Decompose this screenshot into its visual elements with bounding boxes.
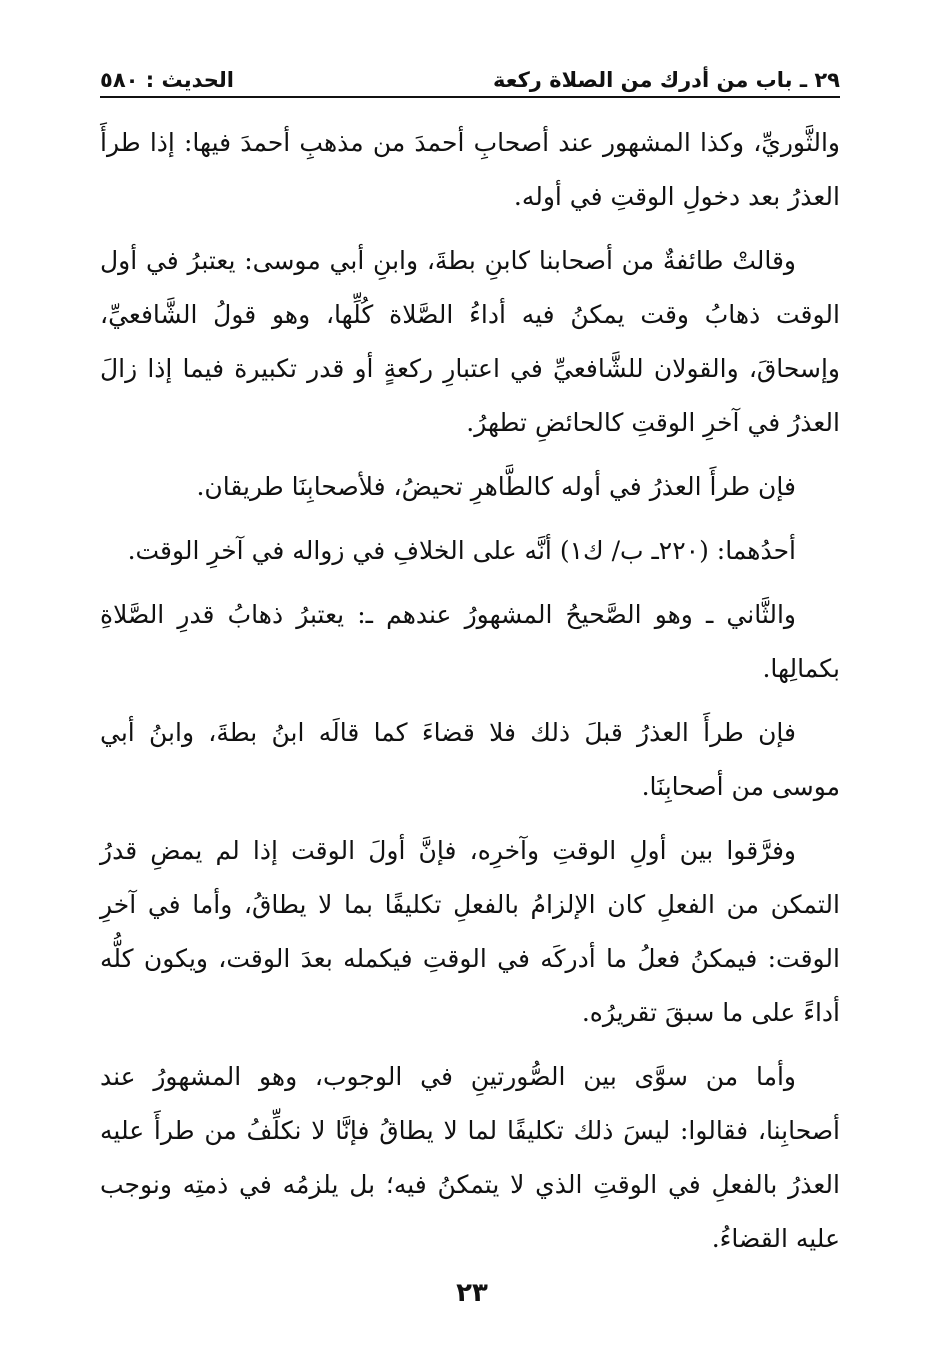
paragraph: والثَّوريِّ، وكذا المشهور عند أصحابِ أحمدَ من مذهبِ أحمدَ فيها: إذا طرأَ العذرُ بعد دخولِ الوقتِ في أوله. — [100, 128, 840, 211]
paragraph: أحدُهما: (٢٢٠ـ ب/ ك١) أنَّه على الخلافِ في زواله في آخرِ الوقت. — [127, 536, 796, 565]
paragraph: فإن طرأَ العذرُ في أوله كالطَّاهرِ تحيضُ، فلأصحابِنَا طريقان. — [196, 472, 796, 501]
paragraph: والثَّاني ـ وهو الصَّحيحُ المشهورُ عندهم ـ: يعتبرُ ذهابُ قدرِ الصَّلاةِ بكمالِها. — [100, 600, 840, 683]
paragraph: فإن طرأَ العذرُ قبلَ ذلك فلا قضاءَ كما قالَه ابنُ بطةَ، وابنُ أبي موسى من أصحابِنَا. — [100, 718, 840, 801]
page-number: ٢٣ — [456, 1278, 488, 1308]
paragraph: وأما من سوَّى بين الصُّورتينِ في الوجوب، وهو المشهورُ عند أصحابِنا، فقالوا: ليسَ ذلك تكليفًا لما لا يطاقُ فإنَّا لا نكلِّفُ من طرأَ عليه العذرُ بالفعلِ في الوقتِ الذي لا يتمكنُ فيه؛ بل يلزمُه في ذمتِه ونوجب عليه القضاءُ. — [100, 1062, 840, 1253]
chapter-title: ٢٩ ـ باب من أدرك من الصلاة ركعة — [493, 68, 840, 92]
running-header — [100, 52, 840, 98]
body-text — [100, 116, 840, 1276]
hadith-reference: الحديث : ٥٨٠ — [100, 68, 234, 92]
paragraph: وفرَّقوا بين أولِ الوقتِ وآخرِه، فإنَّ أولَ الوقت إذا لم يمضِ قدرُ التمكن من الفعلِ كان الإلزامُ بالفعلِ تكليفًا بما لا يطاقُ، وأما في آخرِ الوقت: فيمكنُ فعلُ ما أدركَه في الوقتِ فيكمله بعدَ الوقت، ويكون كلُّه أداءً على ما سبقَ تقريرُه. — [100, 836, 840, 1027]
paragraph: وقالتْ طائفةٌ من أصحابنا كابنِ بطةَ، وابنِ أبي موسى: يعتبرُ في أول الوقت ذهابُ وقت يمكنُ فيه أداءُ الصَّلاة كُلِّها، وهو قولُ الشَّافعيِّ، وإسحاقَ، والقولان للشَّافعيِّ في اعتبارِ ركعةٍ أو قدر تكبيرة فيما إذا زالَ العذرُ في آخرِ الوقتِ كالحائضِ تطهرُ. — [100, 246, 840, 437]
